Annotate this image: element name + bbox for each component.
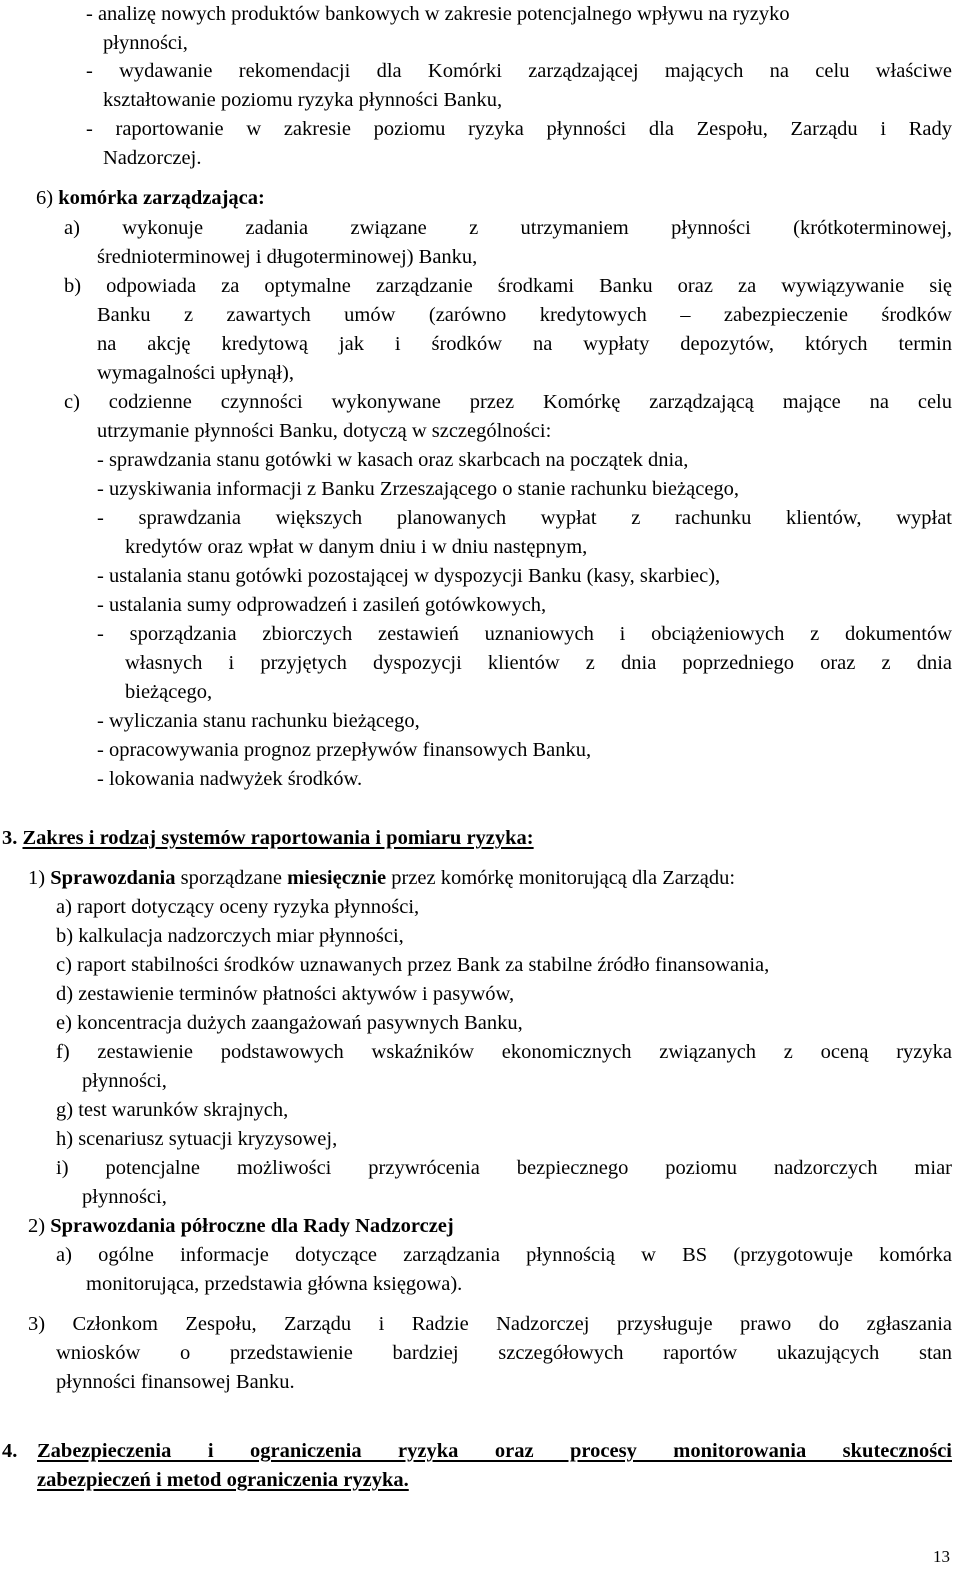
report-monthly-bold1: Sprawozdania xyxy=(50,867,176,889)
item6-a: a) wykonuje zadania związane z utrzymaniem płynności (krótkoterminowej, xyxy=(64,217,952,239)
rights-paragraph: 3) Członkom Zespołu, Zarządu i Radzie Nadzorczej przysługuje prawo do zgłaszania xyxy=(28,1313,952,1335)
c-list-item: - wyliczania stanu rachunku bieżącego, xyxy=(97,710,420,732)
report-item: d) zestawienie terminów płatności aktywów i pasywów, xyxy=(56,983,515,1005)
list-item-cont: płynności, xyxy=(103,32,188,54)
report-monthly-text1: sporządzane xyxy=(175,867,288,889)
c-list-item-cont: własnych i przyjętych dyspozycji klientów z dnia poprzedniego oraz z dnia xyxy=(125,652,952,674)
c-list-item: - sprawdzania większych planowanych wypłat z rachunku klientów, wypłat xyxy=(97,507,952,529)
item6-heading xyxy=(36,184,265,213)
c-list-item: - opracowywania prognoz przepływów finansowych Banku, xyxy=(97,739,592,761)
section3-number: 3. xyxy=(2,827,18,849)
c-list-item: - ustalania stanu gotówki pozostającej w dyspozycji Banku (kasy, skarbiec), xyxy=(97,565,721,587)
report-monthly-bold2: miesięcznie xyxy=(287,867,387,889)
report-item: a) raport dotyczący oceny ryzyka płynności, xyxy=(56,896,420,918)
rights-paragraph-cont: wniosków o przedstawienie bardziej szczegółowych raportów ukazujących stan xyxy=(56,1342,952,1364)
report-halfyear-title: Sprawozdania półroczne dla Rady Nadzorczej xyxy=(50,1215,454,1237)
c-list-item: - uzyskiwania informacji z Banku Zrzeszającego o stanie rachunku bieżącego, xyxy=(97,478,740,500)
c-list-item-cont: kredytów oraz wpłat w danym dniu i w dniu następnym, xyxy=(125,536,588,558)
item6-b-cont: na akcję kredytową jak i środków na wypłaty depozytów, których termin xyxy=(97,333,952,355)
c-list-item: - lokowania nadwyżek środków. xyxy=(97,768,363,790)
page-number: 13 xyxy=(933,1547,950,1566)
list-item: - wydawanie rekomendacji dla Komórki zarządzającej mających na celu właściwe xyxy=(86,60,952,82)
item6-title: komórka zarządzająca: xyxy=(58,187,265,209)
report-item-cont: monitorująca, przedstawia główna księgowa). xyxy=(86,1273,463,1295)
section4-heading xyxy=(2,1437,952,1466)
report-monthly xyxy=(28,864,735,893)
section4-title-line1: Zabezpieczenia i ograniczenia ryzyka oraz procesy monitorowania skuteczności xyxy=(37,1440,952,1462)
list-item: - raportowanie w zakresie poziomu ryzyka płynności dla Zespołu, Zarządu i Rady xyxy=(86,118,952,140)
section4-title-line2-wrap xyxy=(37,1466,409,1495)
report-halfyear xyxy=(28,1212,454,1241)
section4-title-line2: zabezpieczeń i metod ograniczenia ryzyka. xyxy=(37,1469,409,1491)
report-item: g) test warunków skrajnych, xyxy=(56,1099,289,1121)
report-item: a) ogólne informacje dotyczące zarządzania płynnością w BS (przygotowuje komórka xyxy=(56,1244,952,1266)
c-list-item: - sporządzania zbiorczych zestawień uznaniowych i obciążeniowych z dokumentów xyxy=(97,623,952,645)
item6-a-cont: średnioterminowej i długoterminowej) Banku, xyxy=(97,246,478,268)
report-item: i) potencjalne możliwości przywrócenia bezpiecznego poziomu nadzorczych miar xyxy=(56,1157,952,1179)
report-item: b) kalkulacja nadzorczych miar płynności, xyxy=(56,925,404,947)
report-item: f) zestawienie podstawowych wskaźników ekonomicznych związanych z oceną ryzyka xyxy=(56,1041,952,1063)
c-list-item: - sprawdzania stanu gotówki w kasach oraz skarbcach na początek dnia, xyxy=(97,449,689,471)
report-item: h) scenariusz sytuacji kryzysowej, xyxy=(56,1128,338,1150)
section3-title: Zakres i rodzaj systemów raportowania i pomiaru ryzyka: xyxy=(22,827,534,849)
item6-b: b) odpowiada za optymalne zarządzanie środkami Banku oraz za wywiązywanie się xyxy=(64,275,952,297)
item6-c-cont: utrzymanie płynności Banku, dotyczą w szczególności: xyxy=(97,420,552,442)
list-item: - analizę nowych produktów bankowych w zakresie potencjalnego wpływu na ryzyko xyxy=(86,3,790,25)
c-list-item-cont: bieżącego, xyxy=(125,681,213,703)
report-halfyear-number: 2) xyxy=(28,1215,46,1237)
report-monthly-text2: przez komórkę monitorującą dla Zarządu: xyxy=(386,867,736,889)
report-item-cont: płynności, xyxy=(82,1070,167,1092)
report-item-cont: płynności, xyxy=(82,1186,167,1208)
report-item: c) raport stabilności środków uznawanych przez Bank za stabilne źródło finansowania, xyxy=(56,954,770,976)
c-list-item: - ustalania sumy odprowadzeń i zasileń gotówkowych, xyxy=(97,594,547,616)
item6-c: c) codzienne czynności wykonywane przez Komórkę zarządzającą mające na celu xyxy=(64,391,952,413)
rights-paragraph-cont: płynności finansowej Banku. xyxy=(56,1371,295,1393)
item6-number: 6) xyxy=(36,187,54,209)
list-item-cont: kształtowanie poziomu ryzyka płynności Banku, xyxy=(103,89,503,111)
section4-number: 4. xyxy=(2,1440,18,1462)
item6-b-cont: Banku z zawartych umów (zarówno kredytowych – zabezpieczenie środków xyxy=(97,304,952,326)
report-item: e) koncentracja dużych zaangażowań pasywnych Banku, xyxy=(56,1012,523,1034)
section3-heading xyxy=(2,824,534,853)
item6-b-cont: wymagalności upłynął), xyxy=(97,362,294,384)
list-item-cont: Nadzorczej. xyxy=(103,147,202,169)
report-monthly-number: 1) xyxy=(28,867,46,889)
